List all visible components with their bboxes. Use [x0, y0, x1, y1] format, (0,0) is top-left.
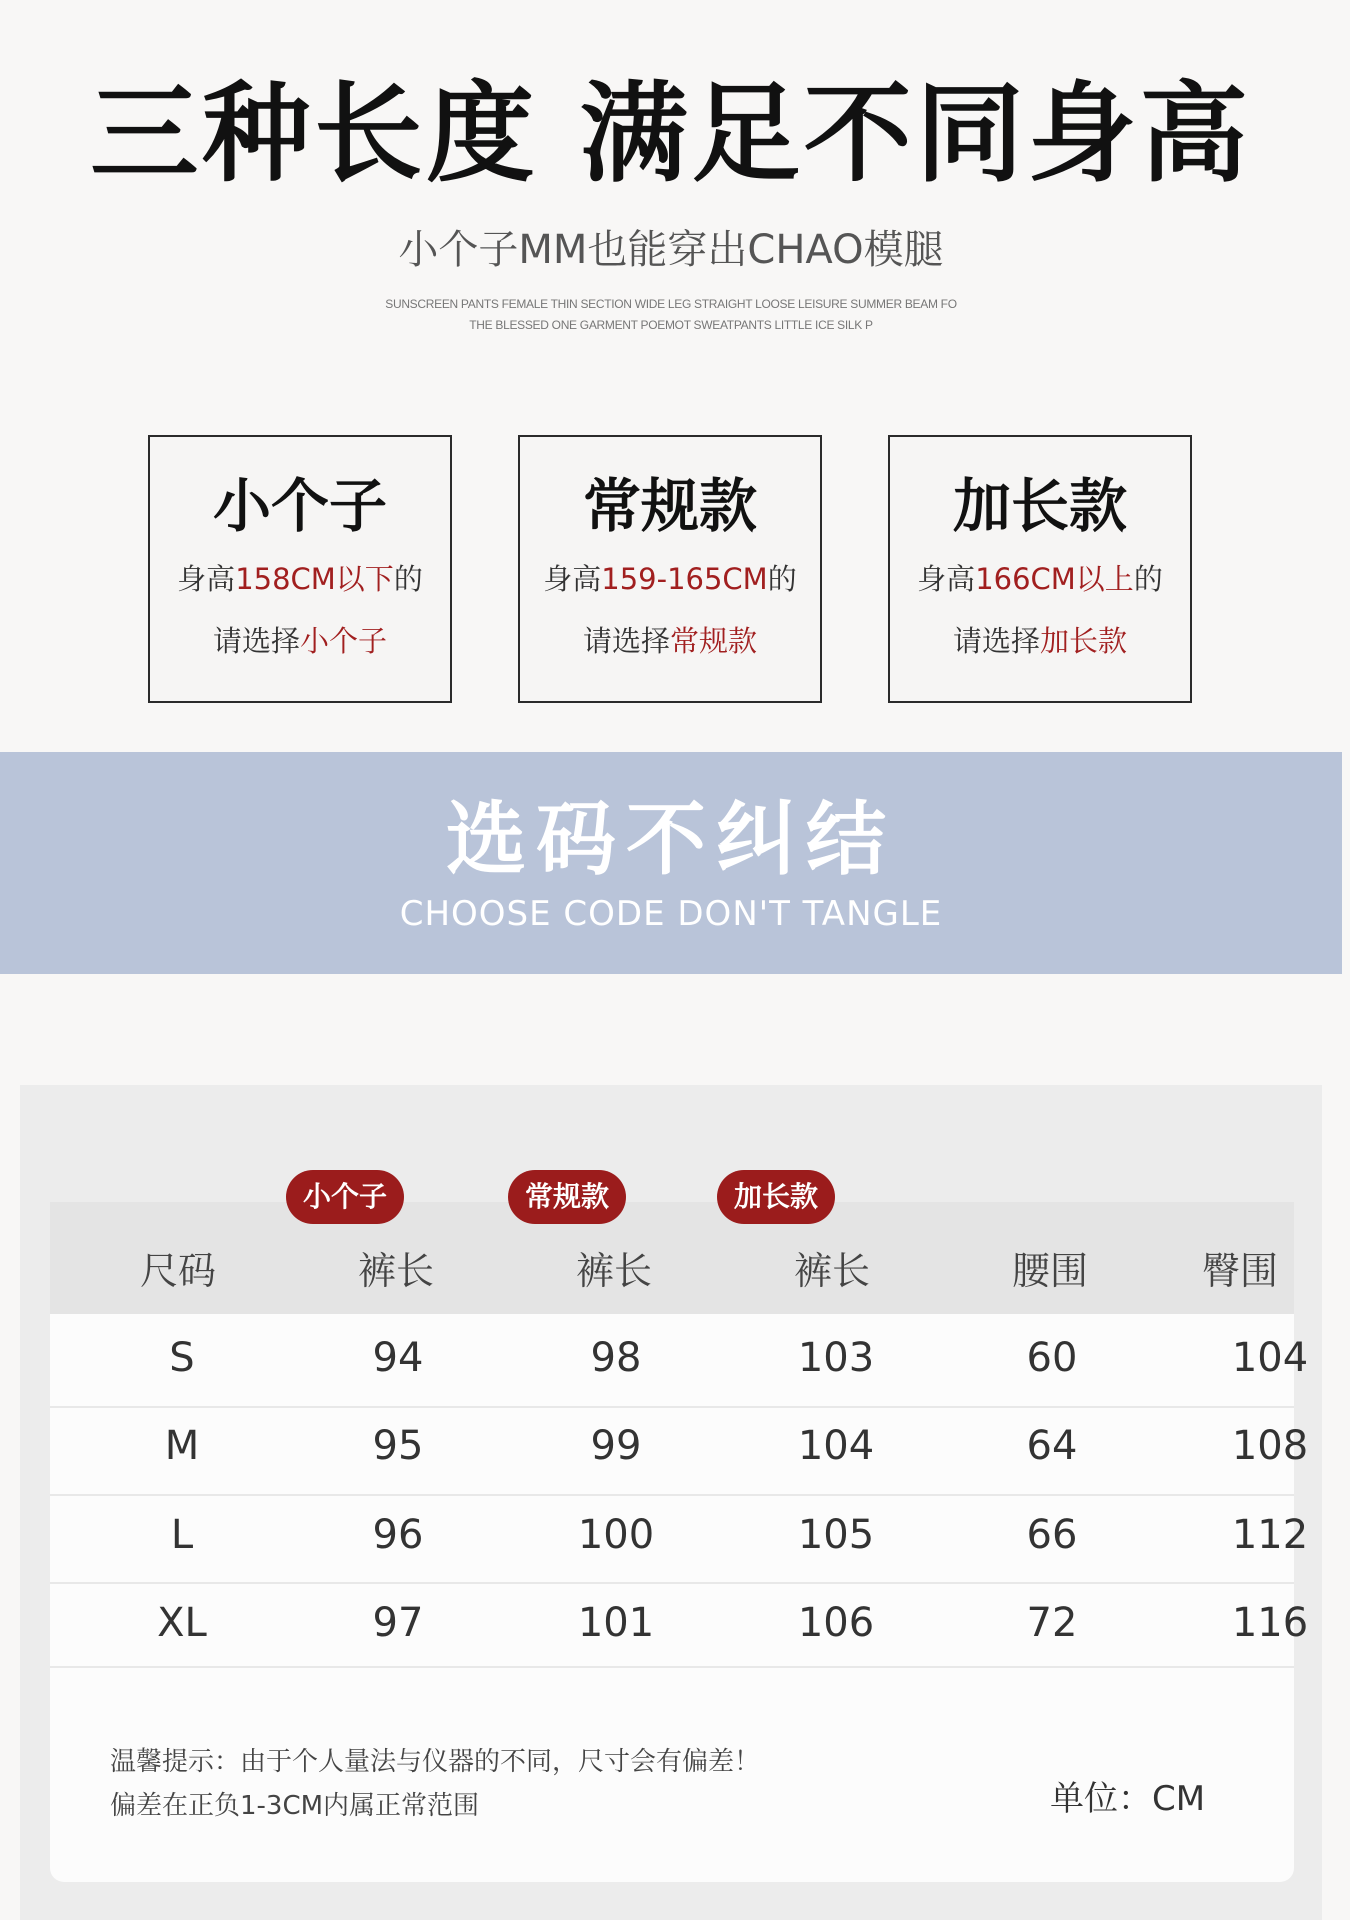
header-waist: 腰围 [1011, 1249, 1088, 1293]
table-row [50, 1402, 1309, 1490]
cell-length-petite: 94 [372, 1335, 424, 1381]
cell-hip: 112 [1231, 1512, 1309, 1558]
note-line-1: 温馨提示：由于个人量法与仪器的不同，尺寸会有偏差！ [110, 1747, 761, 1777]
size-note [110, 1740, 760, 1828]
cell-waist: 64 [1026, 1423, 1078, 1469]
card-text: 的 [767, 562, 797, 596]
cell-length-petite: 97 [372, 1600, 424, 1646]
cell-length-petite: 95 [372, 1423, 424, 1469]
card-text: 的 [393, 562, 423, 596]
cell-waist: 72 [1026, 1600, 1078, 1646]
header-length-regular: 裤长 [575, 1249, 652, 1293]
cell-length-petite: 96 [372, 1512, 424, 1558]
card-choose-line [150, 621, 450, 661]
card-height-line [150, 559, 450, 599]
card-petite [148, 435, 452, 703]
header-hip: 臀围 [1201, 1249, 1278, 1293]
cell-length-long: 106 [797, 1600, 875, 1646]
cell-length-regular: 99 [590, 1423, 642, 1469]
cell-length-regular: 100 [577, 1512, 655, 1558]
section-banner [0, 752, 1342, 974]
card-title: 常规款 [582, 472, 757, 540]
unit-label: 单位：CM [1050, 1779, 1206, 1819]
cell-hip: 104 [1231, 1335, 1309, 1381]
banner-title: 选码不纠结 [446, 793, 896, 886]
card-title: 小个子 [212, 472, 387, 540]
cell-size: M [164, 1423, 200, 1469]
card-text: 请选择 [952, 624, 1040, 658]
length-options [148, 435, 1198, 707]
card-highlight: 159-165CM [601, 562, 768, 596]
badge-regular: 常规款 [508, 1170, 626, 1224]
row-divider [50, 1666, 1294, 1668]
table-row [50, 1491, 1309, 1579]
cell-waist: 66 [1026, 1512, 1078, 1558]
card-highlight: 常规款 [670, 624, 758, 658]
cell-length-long: 104 [797, 1423, 875, 1469]
badge-petite: 小个子 [286, 1170, 404, 1224]
card-title: 加长款 [952, 472, 1127, 540]
card-text: 身高 [543, 562, 602, 596]
page-subtitle: 小个子MM也能穿出CHAO模腿 [398, 227, 944, 273]
cell-size: S [169, 1335, 195, 1381]
card-highlight: 158CM以下 [235, 562, 394, 596]
card-long [888, 435, 1192, 703]
cell-length-long: 103 [797, 1335, 875, 1381]
card-highlight: 166CM以上 [975, 562, 1134, 596]
english-caption-line-2: THE BLESSED ONE GARMENT POEMOT SWEATPANTS LITTLE ICE SILK P [469, 318, 873, 332]
cell-size: XL [157, 1600, 207, 1646]
page-title: 三种长度 满足不同身高 [90, 72, 1252, 197]
card-text: 身高 [917, 562, 976, 596]
cell-size: L [170, 1512, 194, 1558]
cell-length-long: 105 [797, 1512, 875, 1558]
table-row [50, 1314, 1309, 1402]
card-choose-line [520, 621, 820, 661]
english-caption-line-1: SUNSCREEN PANTS FEMALE THIN SECTION WIDE LEG STRAIGHT LOOSE LEISURE SUMMER BEAM FO [385, 297, 957, 311]
card-text: 请选择 [582, 624, 670, 658]
card-text: 请选择 [212, 624, 300, 658]
card-regular [518, 435, 822, 703]
cell-length-regular: 98 [590, 1335, 642, 1381]
cell-waist: 60 [1026, 1335, 1078, 1381]
card-height-line [520, 559, 820, 599]
header-length-long: 裤长 [793, 1249, 870, 1293]
table-row [50, 1579, 1309, 1667]
banner-subtitle: CHOOSE CODE DON'T TANGLE [399, 894, 943, 934]
cell-hip: 116 [1231, 1600, 1309, 1646]
header-length-petite: 裤长 [357, 1249, 434, 1293]
card-choose-line [890, 621, 1190, 661]
cell-hip: 108 [1231, 1423, 1309, 1469]
card-text: 身高 [177, 562, 236, 596]
header-size: 尺码 [139, 1249, 216, 1293]
card-height-line [890, 559, 1190, 599]
table-header [50, 1202, 1294, 1314]
badge-long: 加长款 [717, 1170, 835, 1224]
card-text: 的 [1133, 562, 1163, 596]
note-line-2: 偏差在正负1-3CM内属正常范围 [110, 1791, 480, 1821]
cell-length-regular: 101 [577, 1600, 655, 1646]
card-highlight: 加长款 [1040, 624, 1128, 658]
card-highlight: 小个子 [300, 624, 388, 658]
